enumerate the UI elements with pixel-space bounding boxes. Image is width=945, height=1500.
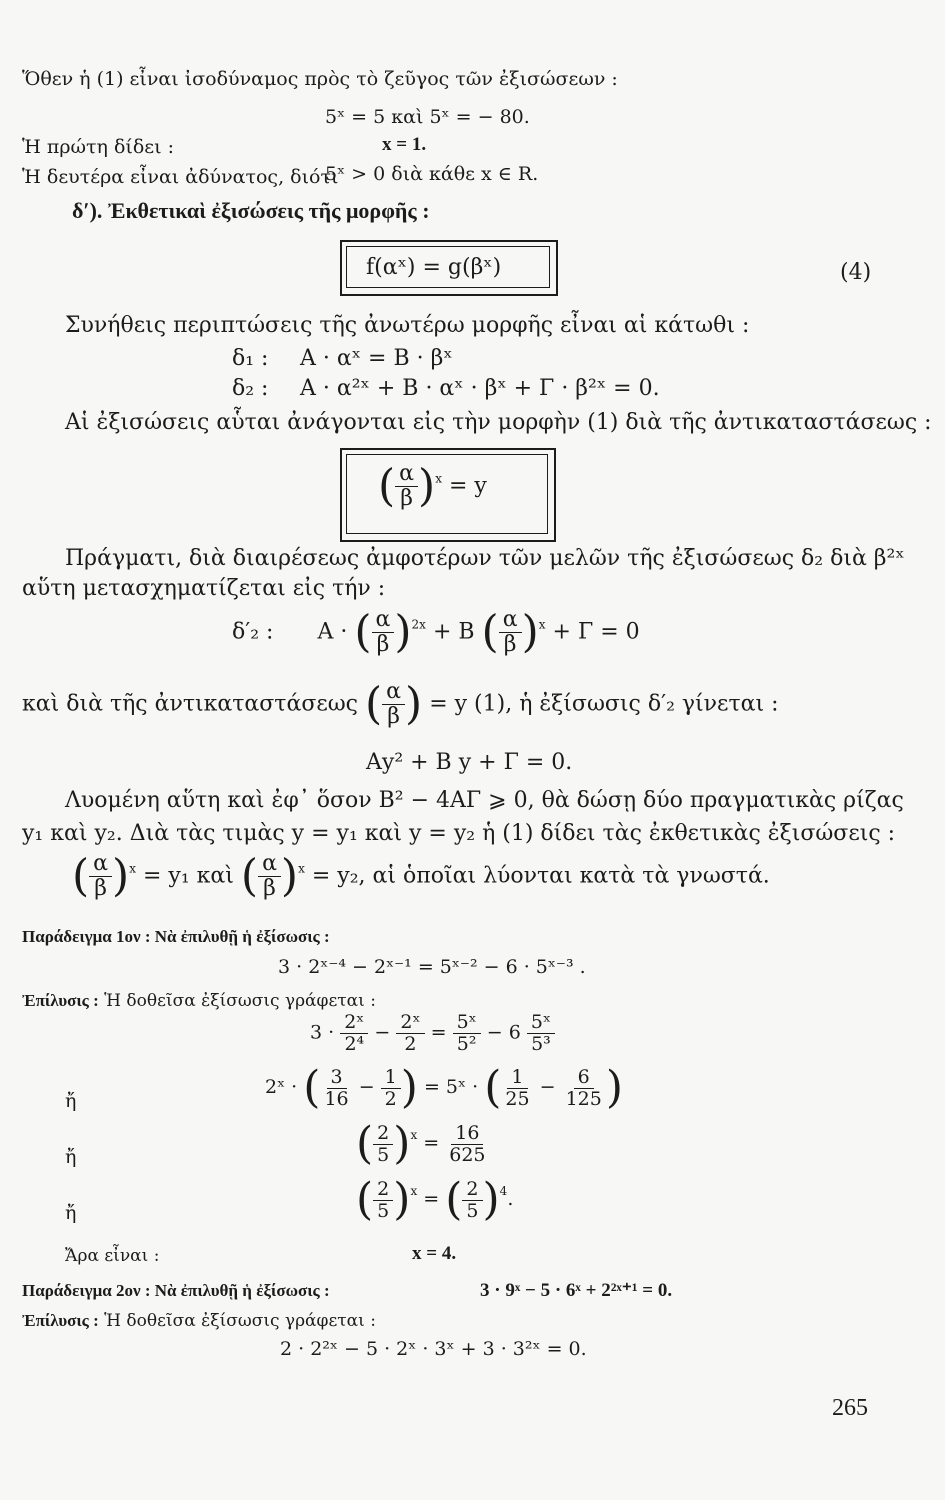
- text-line: Ὅθεν ἡ (1) εἶναι ἰσοδύναμος πρὸς τὸ ζεῦγος τῶν ἐξισώσεων :: [22, 68, 618, 90]
- equation: 3 · 2ˣ⁻⁴ − 2ˣ⁻¹ = 5ˣ⁻² − 6 · 5ˣ⁻³ .: [278, 956, 586, 978]
- boxed-equation: f(αˣ) = g(βˣ): [366, 255, 502, 280]
- roots-equations: ( $\frac{\alpha}{\beta}$ )$^x$ = y₁ καὶ ( $\frac{\alpha}{\beta}$ )$^x$ = y₂, αἱ ὁποῖαι λύονται κατὰ τὰ γνωστά.: [72, 850, 770, 902]
- text-line: αὕτη μετασχηματίζεται εἰς τήν :: [22, 576, 386, 601]
- example-heading: Παράδειγμα 1ον : Νὰ ἐπιλυθῇ ἡ ἐξίσωσις :: [22, 927, 330, 946]
- equation: x = 1.: [382, 134, 427, 155]
- equation: Α · α²ˣ + Β · αˣ · βˣ + Γ · β²ˣ = 0.: [300, 376, 660, 401]
- text-line: Συνήθεις περιπτώσεις τῆς ἀνωτέρω μορφῆς εἶναι αἱ κάτωθι :: [65, 313, 750, 338]
- equation: Α · αˣ = Β · βˣ: [300, 346, 453, 371]
- boxed-substitution: ( $\frac{\alpha}{\beta}$ )$^x$ = y: [378, 460, 487, 512]
- solution-line: Ἐπίλυσις : Ἡ δοθεῖσα ἐξίσωσις γράφεται :: [22, 991, 376, 1011]
- result: x = 4.: [412, 1243, 457, 1264]
- text-line: Ἡ δευτέρα εἶναι ἀδύνατος, διότι: [22, 166, 339, 188]
- equation: 5ˣ = 5 καὶ 5ˣ = − 80.: [325, 106, 530, 128]
- equation-number: (4): [840, 260, 872, 285]
- substitution-line: καὶ διὰ τῆς ἀντικαταστάσεως ( $\frac{\alpha}{\beta}$ ) = y (1), ἡ ἐξίσωσις δ′₂ γίνεται :: [22, 678, 779, 730]
- solution-step-3: ( $\frac{2}{5}$ )$^x$ = $\frac{16}{625}$: [356, 1118, 486, 1169]
- or-word: ἤ: [65, 1090, 77, 1112]
- or-word: ἤ: [65, 1146, 77, 1168]
- or-word: ἤ: [65, 1202, 77, 1224]
- solution-step-1: 3 · $\frac{\text{2ˣ}}{\text{2⁴}}$ − $\frac{\text{2ˣ}}{2}$ = $\frac{\text{5ˣ}}{\text{5²}}$ − 6 $\frac{\text{5ˣ}}{\text{5³}}$: [310, 1012, 555, 1055]
- text-line: Ἡ πρώτη δίδει :: [22, 136, 175, 158]
- section-heading: δʹ). Ἐκθετικαὶ ἐξισώσεις τῆς μορφῆς :: [72, 198, 430, 223]
- solution-step-2: 2ˣ · ( $\frac{3}{16}$ − $\frac{1}{2}$ ) = 5ˣ · ( $\frac{1}{25}$ − $\frac{6}{125}$ ): [265, 1062, 624, 1113]
- example-heading: Παράδειγμα 2ον : Νὰ ἐπιλυθῇ ἡ ἐξίσωσις :: [22, 1281, 330, 1300]
- solution-step-4: ( $\frac{2}{5}$ )$^x$ = ( $\frac{2}{5}$ )$^4$.: [356, 1174, 514, 1225]
- case-label: δ₁ :: [232, 346, 269, 371]
- text-line: Πράγματι, διὰ διαιρέσεως ἀμφοτέρων τῶν μελῶν τῆς ἐξισώσεως δ₂ διὰ β²ˣ: [65, 546, 905, 571]
- solution-line: Ἐπίλυσις : Ἡ δοθεῖσα ἐξίσωσις γράφεται :: [22, 1311, 376, 1331]
- case-label: δ₂ :: [232, 376, 269, 401]
- equation: 2 · 2²ˣ − 5 · 2ˣ · 3ˣ + 3 · 3²ˣ = 0.: [280, 1338, 587, 1360]
- text-line: Ἄρα εἶναι :: [65, 1246, 160, 1266]
- equation: 3 · 9ˣ − 5 · 6ˣ + 2²ˣ⁺¹ = 0.: [480, 1280, 673, 1301]
- text-line: Αἱ ἐξισώσεις αὗται ἀνάγονται εἰς τὴν μορφὴν (1) διὰ τῆς ἀντικαταστάσεως :: [65, 410, 932, 435]
- equation: 5ˣ > 0 διὰ κάθε x ∈ R.: [325, 163, 539, 185]
- page-number: 265: [832, 1395, 868, 1421]
- transformed-equation: δ′₂ : Α · ( $\frac{\alpha}{\beta}$ )$^{2x}$ + Β ( $\frac{\alpha}{\beta}$ )$^x$ + Γ = 0: [232, 606, 640, 658]
- text-line: Λυομένη αὕτη καὶ ἐφ᾽ ὅσον Β² − 4ΑΓ ⩾ 0, θὰ δώσῃ δύο πραγματικὰς ρίζας: [65, 788, 904, 813]
- text-line: y₁ καὶ y₂. Διὰ τὰς τιμὰς y = y₁ καὶ y = y₂ ἡ (1) δίδει τὰς ἐκθετικὰς ἐξισώσεις :: [22, 821, 896, 846]
- quadratic-equation: Αy² + Β y + Γ = 0.: [366, 750, 573, 775]
